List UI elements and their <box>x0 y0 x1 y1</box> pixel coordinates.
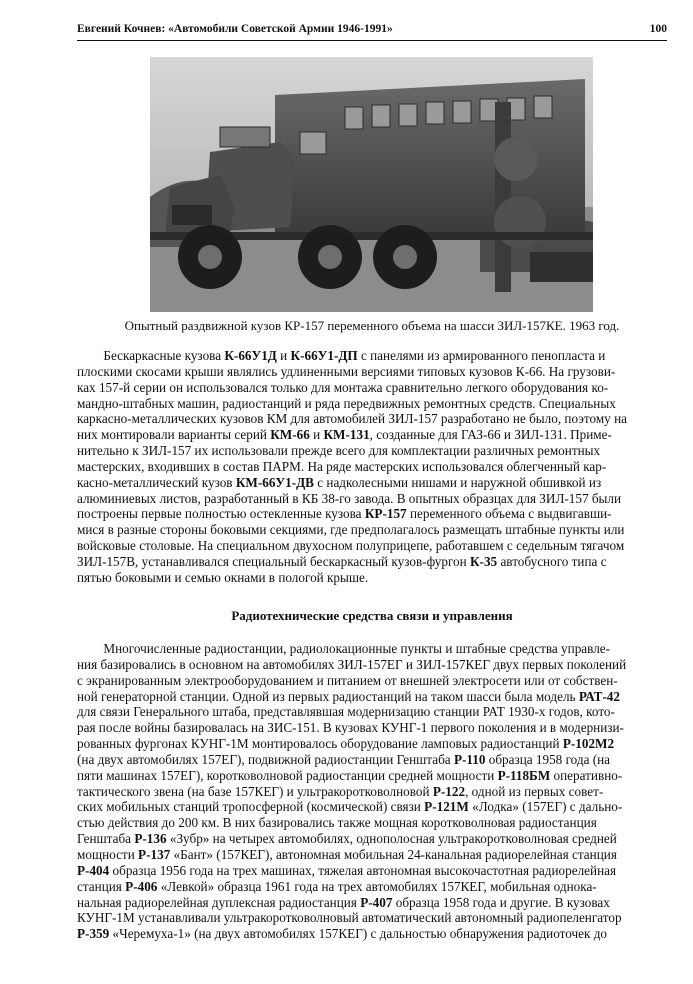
text-run: «Бант» (157КЕГ), автономная мобильная 24-канальная радиорелейная станция <box>170 846 617 862</box>
bold-designation: К-66У1Д <box>224 348 277 363</box>
text-line <box>77 380 667 396</box>
text-line <box>77 570 667 586</box>
text-run: войсковые столовые. На специальном двухосном полуприцепе, работавшем с седельным тягачом <box>77 538 625 554</box>
text-run: «Левкой» образца 1961 года на трех автомобилях 157КЕГ, мобильная однока- <box>157 878 597 894</box>
text-run: пятью боковыми и семью окнами в пологой крыше. <box>77 569 369 585</box>
text-run: «Черемуха-1» (на двух автомобилях 157КЕГ) с дальностью обнаружения радиоточек до <box>109 926 607 942</box>
bold-designation: РАТ-42 <box>578 688 620 704</box>
bold-designation: Р-122 <box>432 783 466 799</box>
bold-designation: Р-407 <box>360 894 393 910</box>
text-line <box>77 926 667 942</box>
bold-designation: Р-136 <box>134 831 167 847</box>
page-number: 100 <box>649 23 667 35</box>
text-line <box>77 895 667 911</box>
text-run: нальная радиорелейная дуплексная радиостанция <box>77 894 361 910</box>
text-run: оперативно- <box>550 767 623 783</box>
text-run: (на двух автомобилях 157ЕГ), подвижной радиостанции Генштаба <box>77 751 454 767</box>
text-line <box>77 427 667 443</box>
text-run: с надколесными нишами и наружной обшивкой из <box>313 474 602 490</box>
text-line <box>77 443 667 459</box>
bold-designation: К-66У1-ДП <box>290 348 358 363</box>
text-run: ния базировались в основном на автомобилях ЗИЛ-157ЕГ и ЗИЛ-157КЕГ двух первых поколений <box>77 656 627 672</box>
text-run: алюминиевых листов, разработанный в КБ 38-го завода. В опытных образцах для ЗИЛ-157 были <box>77 490 622 506</box>
text-run: построены первые полностью остекленные кузова <box>77 506 365 522</box>
text-line <box>77 364 667 380</box>
text-line <box>77 522 667 538</box>
text-line <box>77 784 667 800</box>
bold-designation: Р-359 <box>77 926 110 942</box>
text-run: Многочисленные радиостанции, радиолокационные пункты и штабные средства управле- <box>77 641 611 656</box>
text-run: мощности <box>77 846 139 862</box>
text-run: с экранированным электрооборудованием и питанием от внешней электросети или от собствен- <box>77 672 618 688</box>
text-line <box>77 396 667 412</box>
text-line <box>77 720 667 736</box>
text-run: ной генераторной станции. Одной из первых радиостанций на таком шасси была модель <box>77 688 579 704</box>
text-run: плоскими скосами крыши являлись удлиненными версиями типовых кузовов К-66. На грузови- <box>77 363 616 379</box>
text-run: пяти машинах 157ЕГ), коротковолновой радиостанции средней мощности <box>77 767 498 783</box>
bold-designation: КМ-131 <box>323 427 370 443</box>
text-run: мастерских, входивших в состав ПАРМ. На ряде мастерских использовался облегченный кар- <box>77 458 607 474</box>
text-run: Генштаба <box>77 831 135 847</box>
section-heading: Радиотехнические средства связи и управления <box>231 608 513 623</box>
text-line <box>77 506 667 522</box>
text-line <box>77 815 667 831</box>
text-run: образца 1958 года (на <box>485 751 611 767</box>
text-run: стью действия до 200 км. В них базировались также мощная коротковолновая радиостанция <box>77 815 597 831</box>
figure-caption: Опытный раздвижной кузов КР-157 переменного объема на шасси ЗИЛ-157КЕ. 1963 год. <box>124 318 620 333</box>
text-run: станция <box>77 878 126 894</box>
text-line <box>77 831 667 847</box>
paragraph-body-2 <box>77 641 667 942</box>
text-line <box>77 910 667 926</box>
text-run: образца 1956 года на трех машинах, тяжелая автономная высокочастотная радиорелейная <box>109 862 617 878</box>
text-line <box>77 673 667 689</box>
text-run: «Зубр» на четырех автомобилях, однополосная ультракоротковолновая средней <box>166 831 617 847</box>
text-run: переменного объема с выдвигавши- <box>406 506 612 522</box>
paragraph-body-1 <box>77 348 667 586</box>
text-line <box>77 799 667 815</box>
bold-designation: КМ-66 <box>270 427 310 443</box>
bold-designation: КМ-66У1-ДВ <box>235 474 314 490</box>
text-line <box>77 491 667 507</box>
text-line <box>77 641 667 657</box>
text-run: «Лодка» (157ЕГ) с дально- <box>468 799 623 815</box>
text-line <box>77 554 667 570</box>
text-line <box>77 348 667 364</box>
text-line <box>77 689 667 705</box>
text-line <box>77 847 667 863</box>
running-title: Евгений Кочнев: «Автомобили Советской Армии 1946-1991» <box>77 23 393 35</box>
bold-designation: Р-406 <box>125 878 158 894</box>
text-line <box>77 411 667 427</box>
text-run: каркасно-металлических кузовов КМ для автомобилей ЗИЛ-157 разработано не было, поэтому на <box>77 411 627 427</box>
text-line <box>77 768 667 784</box>
text-line <box>77 736 667 752</box>
text-run: рая после войны базировалась на ЗИС-151. В кузовах КУНГ-1 первого поколения и в модернизи- <box>77 720 624 736</box>
bold-designation: Р-102М2 <box>562 736 615 752</box>
bold-designation: К-35 <box>470 553 498 569</box>
text-line <box>77 459 667 475</box>
text-run: мися в разные стороны боковыми секциями, где предполагалось размещать штабные пункты или <box>77 522 625 538</box>
bold-designation: Р-404 <box>77 862 110 878</box>
text-run: ках 157-й серии он использовался только для монтажа сравнительно легкого оборудования ко- <box>77 379 609 395</box>
text-run: тактического звена (на базе 157КЕГ) и ультракоротковолновой <box>77 783 433 799</box>
text-run: и <box>309 427 324 443</box>
bold-designation: КР-157 <box>364 506 407 522</box>
bold-designation: Р-137 <box>138 846 171 862</box>
text-run: и <box>276 348 291 363</box>
text-line <box>77 475 667 491</box>
text-run: касно-металлический кузов <box>77 474 236 490</box>
bold-designation: Р-110 <box>453 751 486 767</box>
text-line <box>77 752 667 768</box>
text-run: КУНГ-1М устанавливали ультракоротковолновый автоматический автономный радиопеленгатор <box>77 910 622 926</box>
text-run: мандно-штабных машин, радиостанций и ряда передвижных ремонтных средств. Специальных <box>77 395 616 411</box>
text-run: для связи Генерального штаба, представлявшая модернизацию станции РАТ 1930-х годов, кото- <box>77 704 615 720</box>
bold-designation: Р-121М <box>424 799 469 815</box>
text-run: , одной из первых совет- <box>465 783 604 799</box>
text-line <box>77 863 667 879</box>
page-header <box>77 22 667 41</box>
text-run: образца 1958 года и другие. В кузовах <box>392 894 610 910</box>
text-run: ских мобильных станций тропосферной (космической) связи <box>77 799 425 815</box>
text-line <box>77 538 667 554</box>
text-run: ЗИЛ-157В, устанавливался специальный бескаркасный кузов-фургон <box>77 553 470 569</box>
text-run: , созданные для ГАЗ-66 и ЗИЛ-131. Приме- <box>369 427 612 443</box>
text-run: с панелями из армированного пенопласта и <box>357 348 606 363</box>
truck-photo-illustration <box>150 57 593 312</box>
text-line <box>77 704 667 720</box>
text-run: Бескаркасные кузова <box>77 348 225 363</box>
text-line <box>77 657 667 673</box>
text-run: них монтировали варианты серий <box>77 427 271 443</box>
text-run: нительно к ЗИЛ-157 их использовали прежде всего для комплектации различных ремонтных <box>77 443 601 459</box>
text-run: автобусного типа с <box>497 553 607 569</box>
text-line <box>77 879 667 895</box>
truck-photo <box>150 57 593 312</box>
bold-designation: Р-118БМ <box>497 767 551 783</box>
text-run: рованных фургонах КУНГ-1М монтировалось оборудование ламповых радиостанций <box>77 736 563 752</box>
